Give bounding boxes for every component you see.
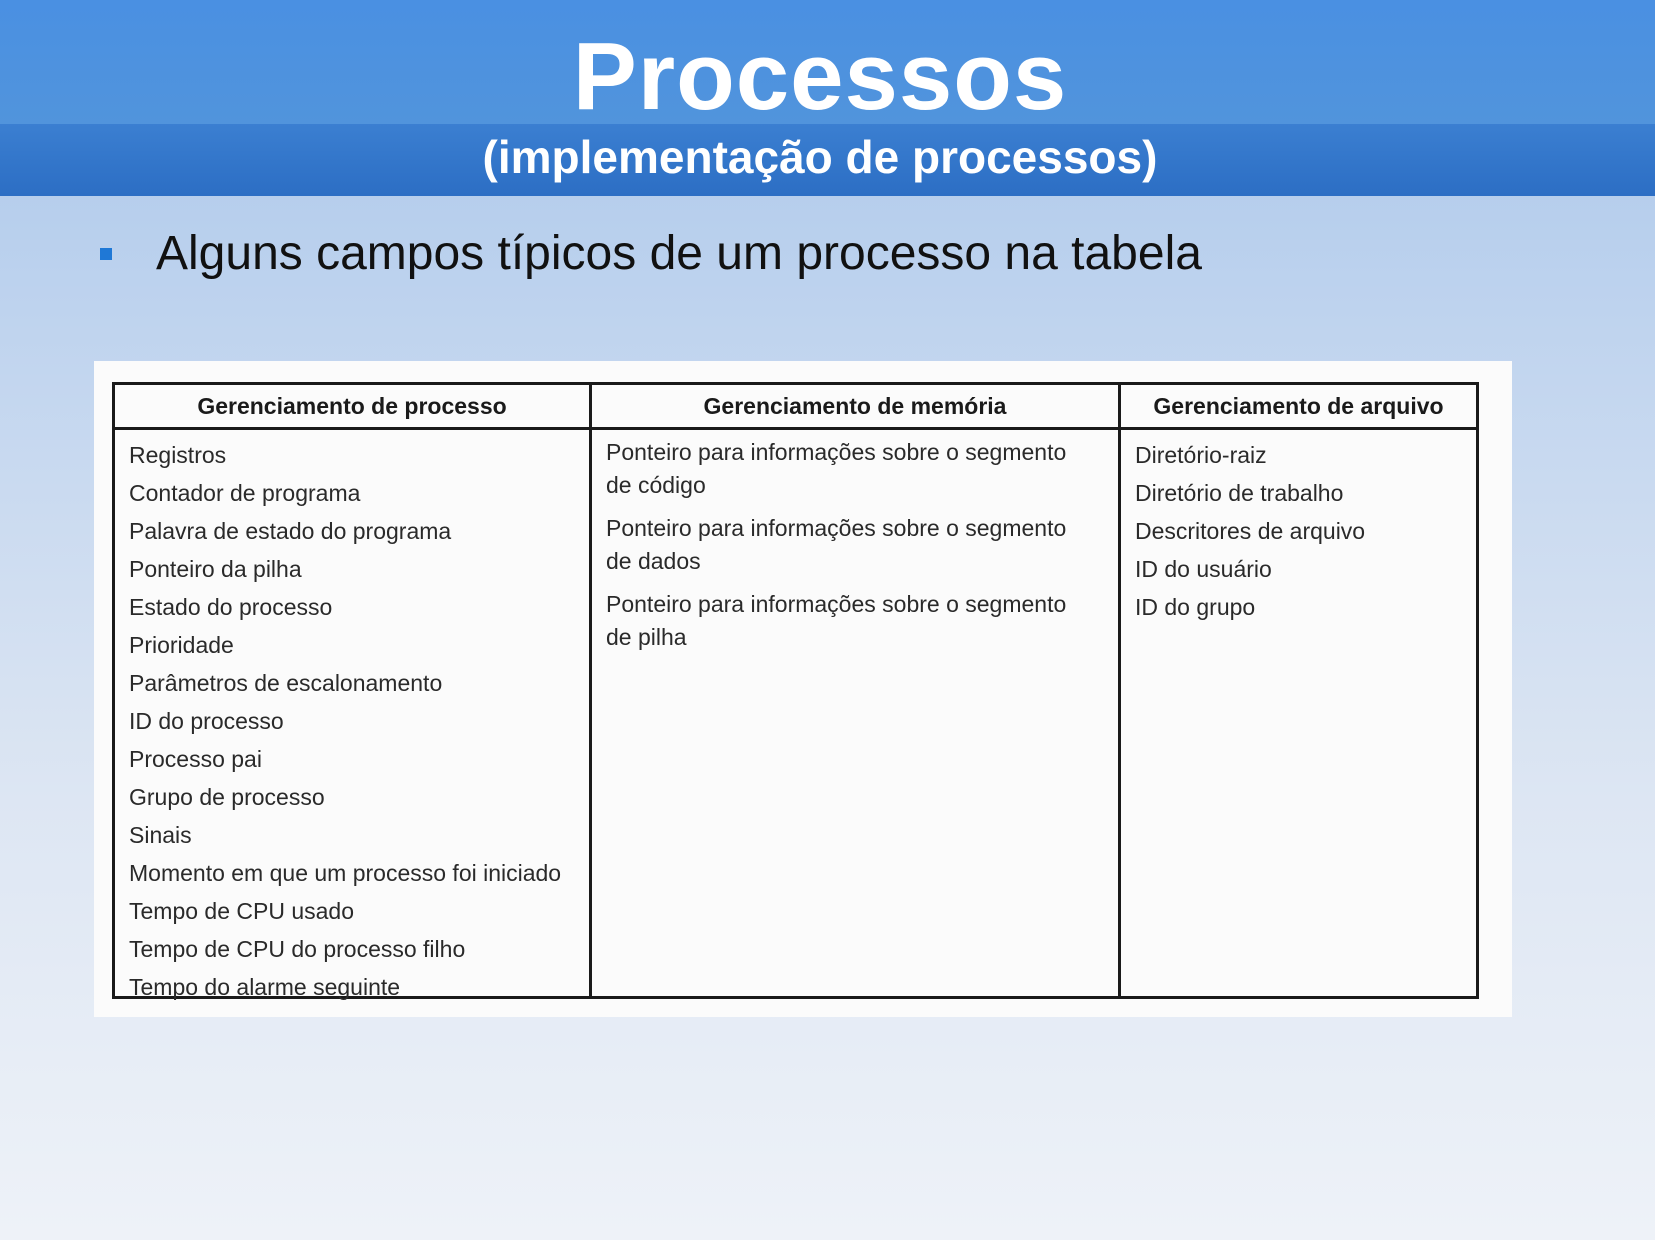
list-item: Momento em que um processo foi iniciado xyxy=(129,860,562,886)
list-item xyxy=(606,588,1118,654)
list-item: ID do usuário xyxy=(1135,556,1272,582)
list-item: Tempo do alarme seguinte xyxy=(129,974,401,1000)
process-management-column xyxy=(115,385,589,1000)
list-item: Parâmetros de escalonamento xyxy=(129,670,443,696)
list-item: Descritores de arquivo xyxy=(1135,518,1366,544)
list-item xyxy=(606,512,1118,578)
list-item: Tempo de CPU usado xyxy=(129,898,355,924)
process-table xyxy=(112,382,1479,999)
list-item: Sinais xyxy=(129,822,192,848)
list-item: Diretório de trabalho xyxy=(1135,480,1344,506)
list-item: Diretório-raiz xyxy=(1135,442,1267,468)
list-item: Palavra de estado do programa xyxy=(129,518,452,544)
memory-item-line2: de código xyxy=(606,472,706,498)
memory-item-line2: de pilha xyxy=(606,624,687,650)
slide-header xyxy=(0,0,1655,196)
column-header-file: Gerenciamento de arquivo xyxy=(1121,385,1476,430)
list-item: Grupo de processo xyxy=(129,784,325,810)
memory-item-line1: Ponteiro para informações sobre o segmento xyxy=(606,515,1067,541)
process-fields-list xyxy=(115,430,589,1006)
list-item: Contador de programa xyxy=(129,480,361,506)
memory-fields-list xyxy=(592,430,1118,654)
square-bullet-icon xyxy=(100,248,112,260)
column-header-memory: Gerenciamento de memória xyxy=(592,385,1118,430)
list-item: Prioridade xyxy=(129,632,234,658)
memory-item-line1: Ponteiro para informações sobre o segmento xyxy=(606,439,1067,465)
memory-item-line2: de dados xyxy=(606,548,701,574)
memory-management-column xyxy=(589,385,1118,996)
memory-item-line1: Ponteiro para informações sobre o segmento xyxy=(606,591,1067,617)
list-item: Tempo de CPU do processo filho xyxy=(129,936,466,962)
list-item: Estado do processo xyxy=(129,594,333,620)
list-item xyxy=(606,436,1118,502)
list-item: ID do grupo xyxy=(1135,594,1256,620)
process-table-figure xyxy=(94,361,1512,1017)
list-item: ID do processo xyxy=(129,708,284,734)
bullet-text: Alguns campos típicos de um processo na tabela xyxy=(156,227,1202,280)
file-fields-list xyxy=(1121,430,1476,626)
bullet-item xyxy=(100,222,1202,286)
slide-subtitle: (implementação de processos) xyxy=(482,131,1158,183)
list-item: Ponteiro da pilha xyxy=(129,556,302,582)
file-management-column xyxy=(1118,385,1476,996)
column-header-process: Gerenciamento de processo xyxy=(115,385,589,430)
list-item: Registros xyxy=(129,442,227,468)
list-item: Processo pai xyxy=(129,746,262,772)
slide-title: Processos xyxy=(572,23,1068,130)
